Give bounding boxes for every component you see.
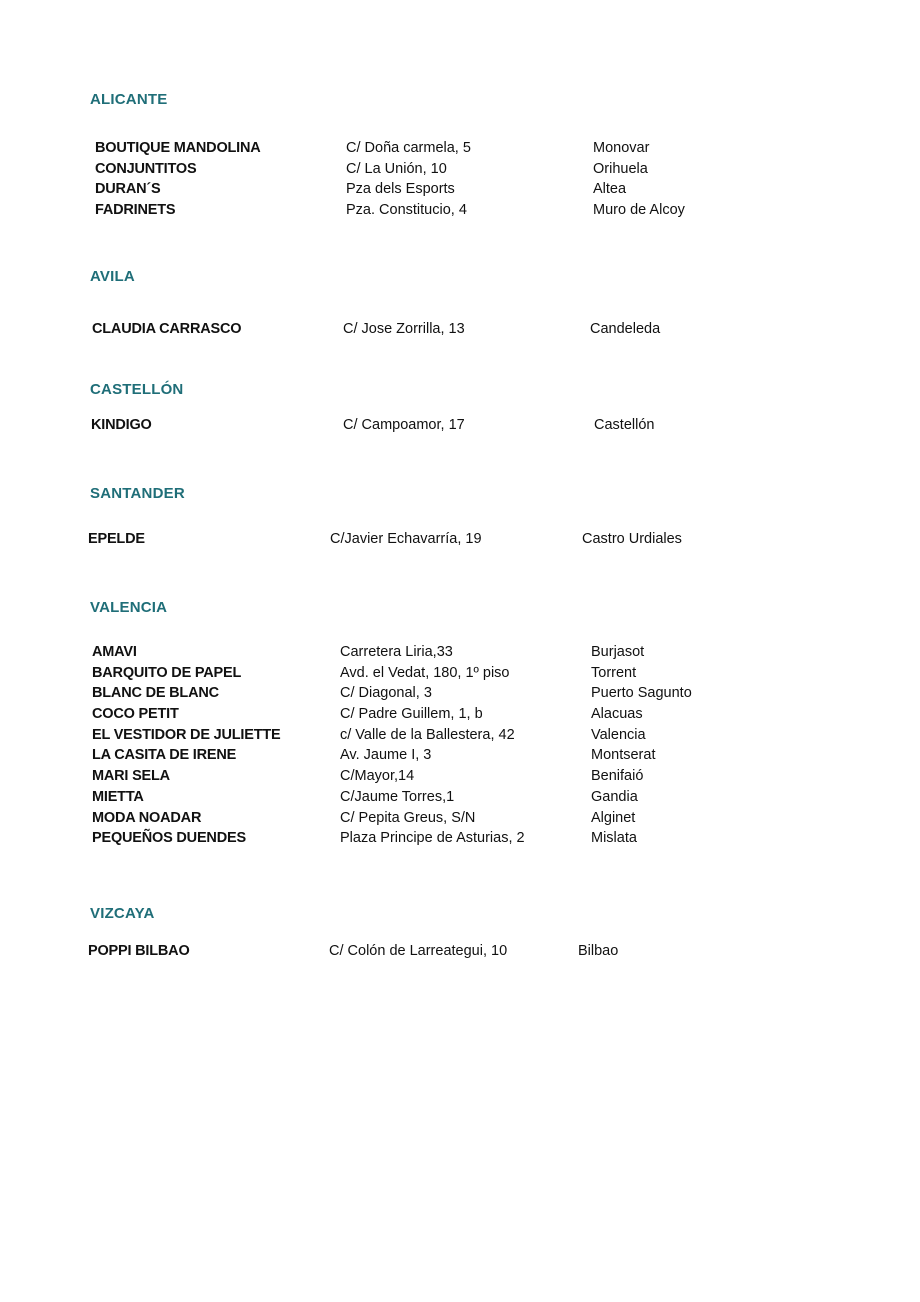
shop-city: Valencia <box>591 726 646 743</box>
shop-address: C/Javier Echavarría, 19 <box>330 531 482 547</box>
shop-address: C/ Padre Guillem, 1, b <box>340 706 483 723</box>
shop-name: POPPI BILBAO <box>88 943 190 959</box>
shop-city: Candeleda <box>590 321 661 337</box>
shop-address: Av. Jaume I, 3 <box>340 747 432 764</box>
shop-city: Altea <box>593 181 627 198</box>
shop-name: CONJUNTITOS <box>95 160 197 177</box>
shop-name: PEQUEÑOS DUENDES <box>92 830 246 847</box>
shop-city: Castellón <box>594 417 655 433</box>
region-title-alicante: ALICANTE <box>90 91 168 108</box>
shop-address: C/ Campoamor, 17 <box>343 417 465 433</box>
shop-name: EPELDE <box>88 531 145 547</box>
shop-address: C/Jaume Torres,1 <box>340 788 455 805</box>
shop-address: C/Mayor,14 <box>340 768 415 785</box>
shop-city: Montserat <box>591 747 656 764</box>
shop-city: Bilbao <box>578 943 619 959</box>
shop-address: Carretera Liria,33 <box>340 644 453 660</box>
shop-name: FADRINETS <box>95 202 176 219</box>
shop-name: MODA NOADAR <box>92 809 202 826</box>
shop-address: c/ Valle de la Ballestera, 42 <box>340 726 515 743</box>
shop-name: AMAVI <box>92 644 137 660</box>
shop-name: COCO PETIT <box>92 706 179 723</box>
region-title-castellon: CASTELLÓN <box>90 381 184 398</box>
shop-address: C/ Doña carmela, 5 <box>346 140 471 156</box>
shop-address: Pza dels Esports <box>346 181 455 198</box>
shop-city: Gandia <box>591 788 638 805</box>
shop-address: C/ Diagonal, 3 <box>340 685 432 702</box>
shop-city: Orihuela <box>593 160 648 177</box>
shop-address: C/ Jose Zorrilla, 13 <box>343 321 465 337</box>
shop-address: Pza. Constitucio, 4 <box>346 202 467 219</box>
shop-name: MARI SELA <box>92 768 170 785</box>
shop-address: C/ Pepita Greus, S/N <box>340 809 476 826</box>
shop-name: KINDIGO <box>91 417 152 433</box>
shop-name: BLANC DE BLANC <box>92 685 219 702</box>
shop-city: Muro de Alcoy <box>593 202 685 219</box>
shop-address: C/ La Unión, 10 <box>346 160 447 177</box>
shop-name: CLAUDIA CARRASCO <box>92 321 242 337</box>
shop-name: DURAN´S <box>95 181 161 198</box>
region-title-vizcaya: VIZCAYA <box>90 905 155 922</box>
shop-city: Alginet <box>591 809 636 826</box>
shop-city: Castro Urdiales <box>582 531 682 547</box>
region-title-valencia: VALENCIA <box>90 599 168 616</box>
shop-city: Alacuas <box>591 706 643 723</box>
shop-city: Mislata <box>591 830 637 847</box>
shop-name: BARQUITO DE PAPEL <box>92 664 242 681</box>
shop-address: Plaza Principe de Asturias, 2 <box>340 830 525 847</box>
shop-name: LA CASITA DE IRENE <box>92 747 237 764</box>
shop-address: Avd. el Vedat, 180, 1º piso <box>340 664 510 681</box>
shop-city: Monovar <box>593 140 650 156</box>
region-title-avila: AVILA <box>90 268 135 285</box>
shop-city: Torrent <box>591 664 637 681</box>
shop-city: Puerto Sagunto <box>591 685 692 702</box>
shop-city: Burjasot <box>591 644 645 660</box>
shop-address: C/ Colón de Larreategui, 10 <box>329 943 508 959</box>
shop-name: MIETTA <box>92 788 144 805</box>
shop-name: BOUTIQUE MANDOLINA <box>95 140 261 156</box>
region-title-santander: SANTANDER <box>90 485 185 502</box>
shop-city: Benifaió <box>591 768 644 785</box>
shop-name: EL VESTIDOR DE JULIETTE <box>92 726 281 743</box>
